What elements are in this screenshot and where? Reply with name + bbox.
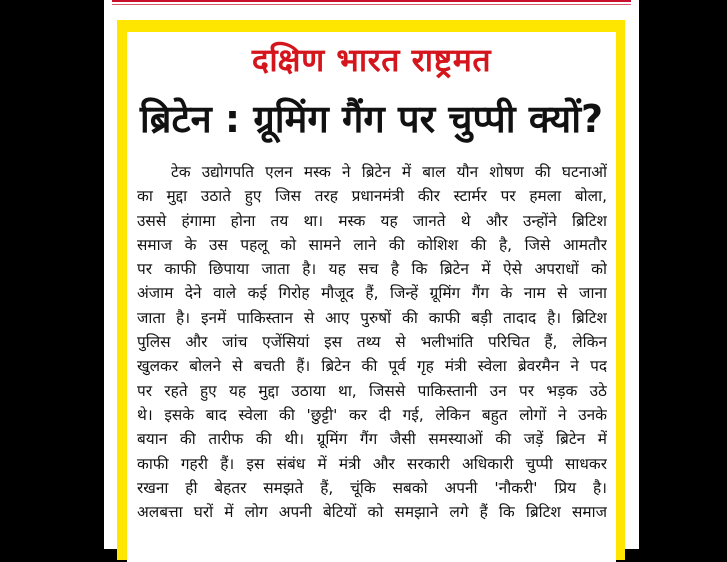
- body-line: थे। इसके बाद स्वेला की 'छुट्टी' कर दी गई, लेकिन बहुत लोगों ने उनके: [137, 405, 607, 424]
- body-line: जाता है। इनमें पाकिस्तान से आए पुरुषों की काफी बड़ी तादाद है। ब्रिटिश: [137, 308, 607, 327]
- body-line: रखना ही बेहतर समझते हैं, चूंकि सबको अपनी 'नौकरी' प्रिय है।: [137, 478, 607, 497]
- body-line: काफी गहरी हैं। इस संबंध में मंत्री और सरकारी अधिकारी चुप्पी साधकर: [137, 454, 607, 473]
- body-line: उससे हंगामा होना तय था। मस्क यह जानते थे और उन्होंने ब्रिटिश: [137, 211, 607, 230]
- body-line: पुलिस और जांच एजेंसियां इस तथ्य से भलीभांति परिचित हैं, लेकिन: [137, 333, 607, 352]
- body-line: पर रहते हुए यह मुद्दा उठाया था, जिससे पाकिस्तानी उन पर भड़क उठे: [137, 381, 607, 400]
- body-line: पर काफी छिपाया जाता है। यह सच है कि ब्रिटेन में ऐसे अपराधों को: [137, 260, 607, 279]
- body-line: अंजाम देने वाले कई गिरोह मौजूद हैं, जिन्हें ग्रूमिंग गैंग के नाम से जाना: [137, 284, 607, 303]
- body-line: टेक उद्योगपति एलन मस्क ने ब्रिटेन में बाल यौन शोषण की घटनाओं: [171, 163, 607, 181]
- body-line: खुलकर बोलने से बचती हैं। ब्रिटेन की पूर्व गृह मंत्री स्वेला ब्रेवरमैन ने पद: [137, 357, 607, 376]
- top-rule: [112, 0, 631, 2]
- article-box: [127, 32, 616, 562]
- masthead: दक्षिण भारत राष्ट्रमत: [251, 41, 492, 79]
- article-body: [137, 160, 607, 524]
- body-line: अलबत्ता घरों में लोग अपनी बेटियों को समझाने लगे हैं कि ब्रिटिश समाज: [137, 503, 607, 522]
- top-rule-thin: [112, 4, 631, 5]
- body-line: समाज के उस पहलू को सामने लाने की कोशिश की है, जिसे आमतौर: [137, 235, 607, 254]
- body-line: का मुद्दा उठाते हुए जिस तरह प्रधानमंत्री कीर स्टार्मर पर हमला बोला,: [137, 187, 607, 206]
- headline: ब्रिटेन : ग्रूमिंग गैंग पर चुप्पी क्यों?: [139, 97, 604, 141]
- body-line: बयान की तारीफ की थी। ग्रूमिंग गैंग जैसी समस्याओं की जड़ें ब्रिटेन में: [137, 430, 607, 449]
